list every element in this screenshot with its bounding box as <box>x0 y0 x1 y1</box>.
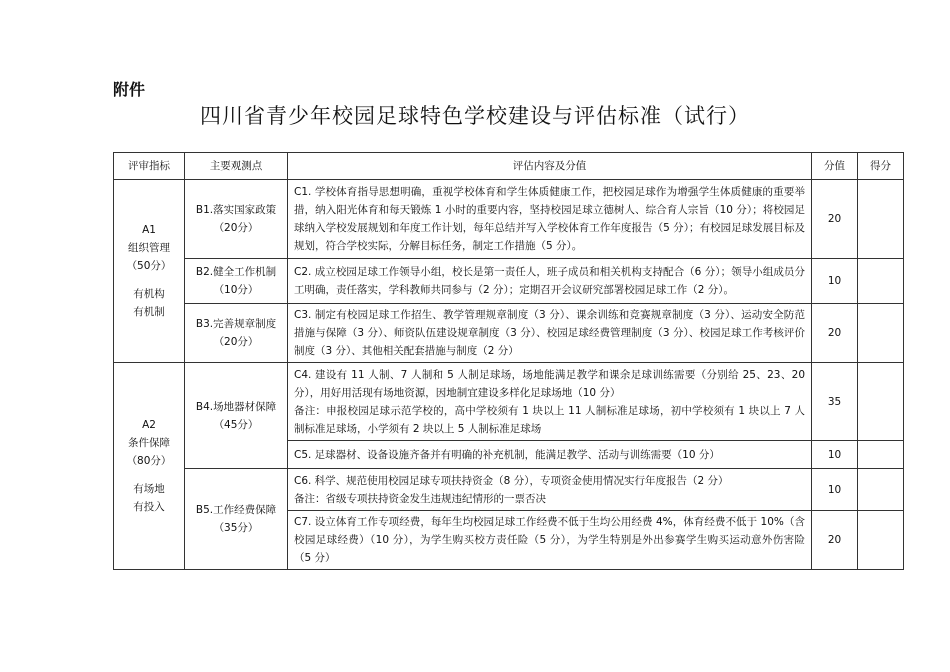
header-score: 分值 <box>812 153 858 180</box>
table-row-b2 <box>114 259 904 304</box>
observation-b5 <box>185 469 288 570</box>
indicator-a1-code: A1 <box>142 224 156 236</box>
table-row-b3 <box>114 304 904 363</box>
content-c2: C2. 成立校园足球工作领导小组，校长是第一责任人，班子成员和相关机构支持配合（6 分）；领导小组成员分工明确，责任落实，学科教师共同参与（2 分）；定期召开会议研究部署校园足球工作（2 分）。 <box>288 259 812 304</box>
table-row-b1 <box>114 180 904 259</box>
indicator-a2-name: 条件保障 <box>128 437 170 449</box>
header-indicator: 评审指标 <box>114 153 185 180</box>
content-c4-note: 备注：申报校园足球示范学校的，高中学校须有 1 块以上 11 人制标准足球场，初中学校须有 1 块以上 7 人制标准足球场，小学须有 2 块以上 5 人制标准足球场 <box>294 404 805 435</box>
indicator-a1-name: 组织管理 <box>128 242 170 254</box>
table-row-c4 <box>114 363 904 441</box>
header-observation: 主要观测点 <box>185 153 288 180</box>
indicator-a1-points: （50分） <box>126 260 172 272</box>
content-c5: C5. 足球器材、设备设施齐备并有明确的补充机制，能满足教学、活动与训练需要（10 分） <box>288 441 812 469</box>
score-c3: 20 <box>812 304 858 363</box>
content-c4 <box>288 363 812 441</box>
observation-b3-label: B3.完善规章制度 <box>195 318 277 330</box>
document-title: 四川省青少年校园足球特色学校建设与评估标准（试行） <box>200 104 750 128</box>
got-c6 <box>858 469 904 511</box>
observation-b2 <box>185 259 288 304</box>
content-c7: C7. 设立体育工作专项经费，每年生均校园足球工作经费不低于生均公用经费 4%，体育经费不低于 10%（含校园足球经费）（10 分），为学生购买校方责任险（5 分），为学生特别是外出参赛学生购买运动意外伤害险（5 分） <box>288 511 812 570</box>
score-c7: 20 <box>812 511 858 570</box>
content-c3: C3. 制定有校园足球工作招生、教学管理规章制度（3 分）、课余训练和竞赛规章制度（3 分）、运动安全防范措施与保障（3 分）、师资队伍建设规章制度（3 分）、校园足球经费管理制度（3 分）、校园足球工作考核评价制度（3 分）、其他相关配套措施与制度（2 分） <box>288 304 812 363</box>
score-c1: 20 <box>812 180 858 259</box>
got-c4 <box>858 363 904 441</box>
table-row-c6 <box>114 469 904 511</box>
got-c3 <box>858 304 904 363</box>
indicator-a2-code: A2 <box>142 419 156 431</box>
observation-b4-label: B4.场地器材保障 <box>195 400 277 413</box>
indicator-a2 <box>114 363 185 570</box>
evaluation-standards-table <box>113 152 904 570</box>
content-c4-text: C4. 建设有 11 人制、7 人制和 5 人制足球场，场地能满足教学和课余足球训练需要（分别给 25、23、20 分），用好用活现有场地资源，因地制宜建设多样化足球场地（10 分） <box>294 368 805 399</box>
indicator-a2-desc2: 有投入 <box>133 501 165 513</box>
indicator-a1-desc1: 有机构 <box>133 288 165 300</box>
score-c5: 10 <box>812 441 858 469</box>
content-c1: C1. 学校体育指导思想明确，重视学校体育和学生体质健康工作，把校园足球作为增强学生体质健康的重要举措，纳入阳光体育和每天锻炼 1 小时的重要内容，坚持校园足球立德树人、综合育人宗旨（10 分）；将校园足球纳入学校发展规划和年度工作计划，每年总结并写入学校体育工作年度报告（5 分）；有校园足球发展目标及规划，符合学校实际，分解目标任务，制定工作措施（5 分）。 <box>288 180 812 259</box>
header-content: 评估内容及分值 <box>288 153 812 180</box>
observation-b4-points: （45分） <box>213 418 259 431</box>
score-c2: 10 <box>812 259 858 304</box>
observation-b3 <box>185 304 288 363</box>
got-c7 <box>858 511 904 570</box>
indicator-a1-desc2: 有机制 <box>133 306 165 318</box>
observation-b2-points: （10分） <box>213 284 259 296</box>
table-header-row <box>114 153 904 180</box>
observation-b5-label: B5.工作经费保障 <box>195 504 277 516</box>
score-c6: 10 <box>812 469 858 511</box>
content-c6 <box>288 469 812 511</box>
observation-b3-points: （20分） <box>213 336 259 348</box>
attachment-label: 附件 <box>113 80 146 99</box>
header-got: 得分 <box>858 153 904 180</box>
got-c1 <box>858 180 904 259</box>
observation-b2-label: B2.健全工作机制 <box>195 266 277 278</box>
content-c6-note: 备注：省级专项扶持资金发生违规违纪情形的一票否决 <box>294 492 546 505</box>
observation-b4 <box>185 363 288 469</box>
observation-b1 <box>185 180 288 259</box>
indicator-a2-points: （80分） <box>126 455 172 467</box>
indicator-a2-desc1: 有场地 <box>133 483 165 495</box>
observation-b5-points: （35分） <box>213 522 259 534</box>
score-c4: 35 <box>812 363 858 441</box>
content-c6-text: C6. 科学、规范使用校园足球专项扶持资金（8 分），专项资金使用情况实行年度报告（2 分） <box>294 474 729 487</box>
got-c5 <box>858 441 904 469</box>
indicator-a1 <box>114 180 185 363</box>
got-c2 <box>858 259 904 304</box>
observation-b1-label: B1.落实国家政策 <box>195 204 277 216</box>
observation-b1-points: （20分） <box>213 222 259 234</box>
